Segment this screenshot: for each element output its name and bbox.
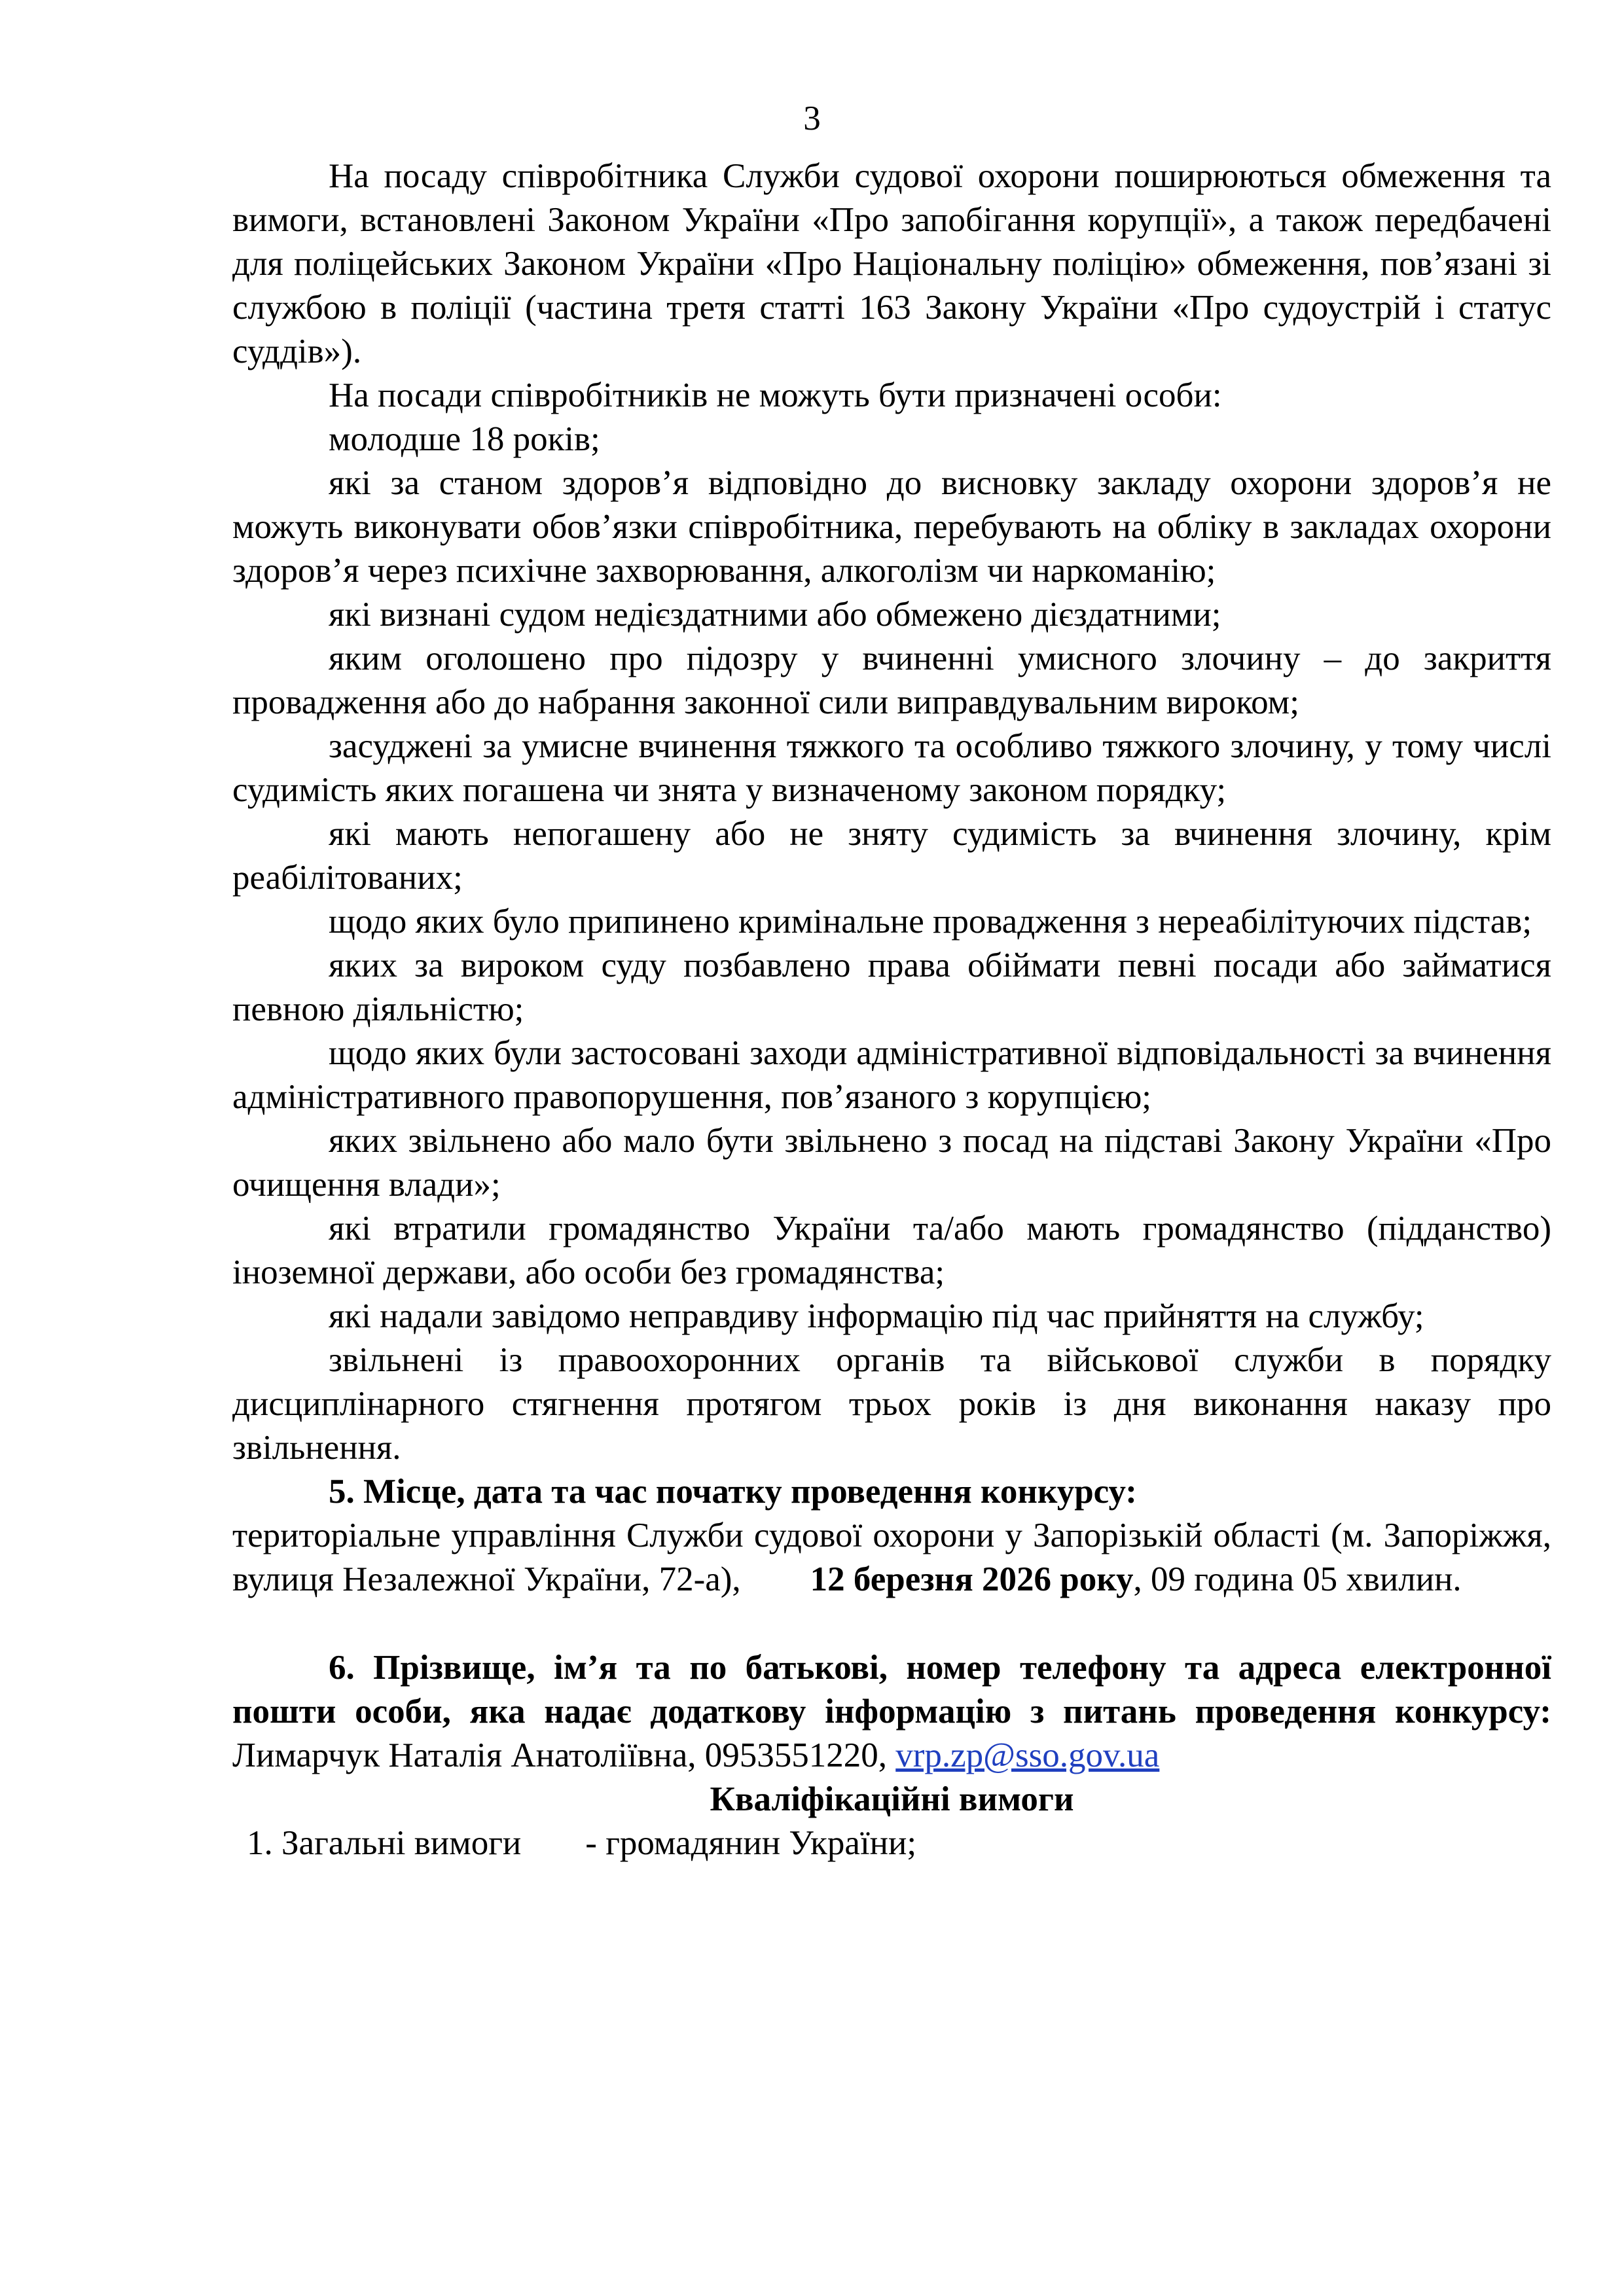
section-5-time: , 09 година 05 хвилин. — [1133, 1560, 1462, 1598]
section-6-text — [232, 1646, 1551, 1778]
list-item-suspicion: яким оголошено про підозру у вчиненні умисного злочину – до закриття провадження або до набрання законної сили виправдувальним вироком; — [232, 639, 1551, 721]
list-item-health: які за станом здоров’я відповідно до висновку закладу охорони здоров’я не можуть виконувати обов’язки співробітника, перебувають на обліку в закладах охорони здоров’я через психічне захворювання, алкоголізм чи наркоманію; — [232, 464, 1551, 590]
section-5-heading: 5. Місце, дата та час початку проведення конкурсу: — [329, 1473, 1137, 1511]
list-item-corruption-offense: щодо яких були застосовані заходи адміністративної відповідальності за вчинення адміністративного правопорушення, пов’язаного з корупцією; — [232, 1034, 1551, 1116]
list-item-convicted: засуджені за умисне вчинення тяжкого та особливо тяжкого злочину, у тому числі судимість яких погашена чи знята у визначеному законом порядку; — [232, 727, 1551, 809]
list-item-criminal-record: які мають непогашену або не зняту судимість за вчинення злочину, крім реабілітованих; — [232, 815, 1551, 897]
page-number: 3 — [803, 99, 821, 137]
section-6-contact: Лимарчук Наталія Анатоліївна, 0953551220, — [232, 1736, 896, 1774]
list-item-dismissed: звільнені із правоохоронних органів та військової служби в порядку дисциплінарного стягнення протягом трьох років із дня виконання наказу про звільнення. — [232, 1341, 1551, 1467]
qualification-item-label: 1. Загальні вимоги — [247, 1824, 522, 1862]
document-body — [232, 154, 1551, 1865]
section-5-text — [232, 1514, 1551, 1602]
section-5-date: 12 березня 2026 року — [810, 1560, 1134, 1598]
contact-email-link[interactable]: vrp.zp@sso.gov.ua — [895, 1736, 1160, 1774]
paragraph-ineligible-persons: На посади співробітників не можуть бути призначені особи: — [329, 376, 1222, 414]
list-item-incapacity: які визнані судом недієздатними або обмежено дієздатними; — [329, 596, 1221, 634]
qualification-item — [232, 1821, 1551, 1865]
qualification-title: Кваліфікаційні вимоги — [710, 1780, 1074, 1818]
section-5-location: територіальне управління Служби судової охорони у Запорізькій області (м. Запоріжжя, вулиця Незалежної України, 72-а), — [232, 1516, 1551, 1598]
list-item-terminated-proceedings: щодо яких було припинено кримінальне провадження з нереабілітуючих підстав; — [329, 903, 1532, 941]
section-6-heading: 6. Прізвище, ім’я та по батькові, номер телефону та адреса електронної пошти особи, яка надає додаткову інформацію з питань проведення конкурсу: — [232, 1649, 1551, 1731]
list-item-citizenship: які втратили громадянство України та/або мають громадянство (підданство) іноземної держави, або особи без громадянства; — [232, 1210, 1551, 1291]
list-item-lustration: яких звільнено або мало бути звільнено з посад на підставі Закону України «Про очищення влади»; — [232, 1122, 1551, 1204]
list-item-false-information: які надали завідомо неправдиву інформацію під час прийняття на службу; — [329, 1297, 1424, 1335]
qualification-item-value: - громадянин України; — [585, 1824, 917, 1862]
paragraph-restrictions-intro: На посаду співробітника Служби судової охорони поширюються обмеження та вимоги, встановлені Законом України «Про запобігання корупції», а також передбачені для поліцейських Законом України «Про Національну поліцію» обмеження, пов’язані зі службою в поліції (частина третя статті 163 Закону України «Про судоустрій і статус суддів»). — [232, 157, 1551, 370]
list-item-age: молодше 18 років; — [329, 420, 600, 458]
list-item-deprived-rights: яких за вироком суду позбавлено права обіймати певні посади або займатися певною діяльністю; — [232, 946, 1551, 1028]
